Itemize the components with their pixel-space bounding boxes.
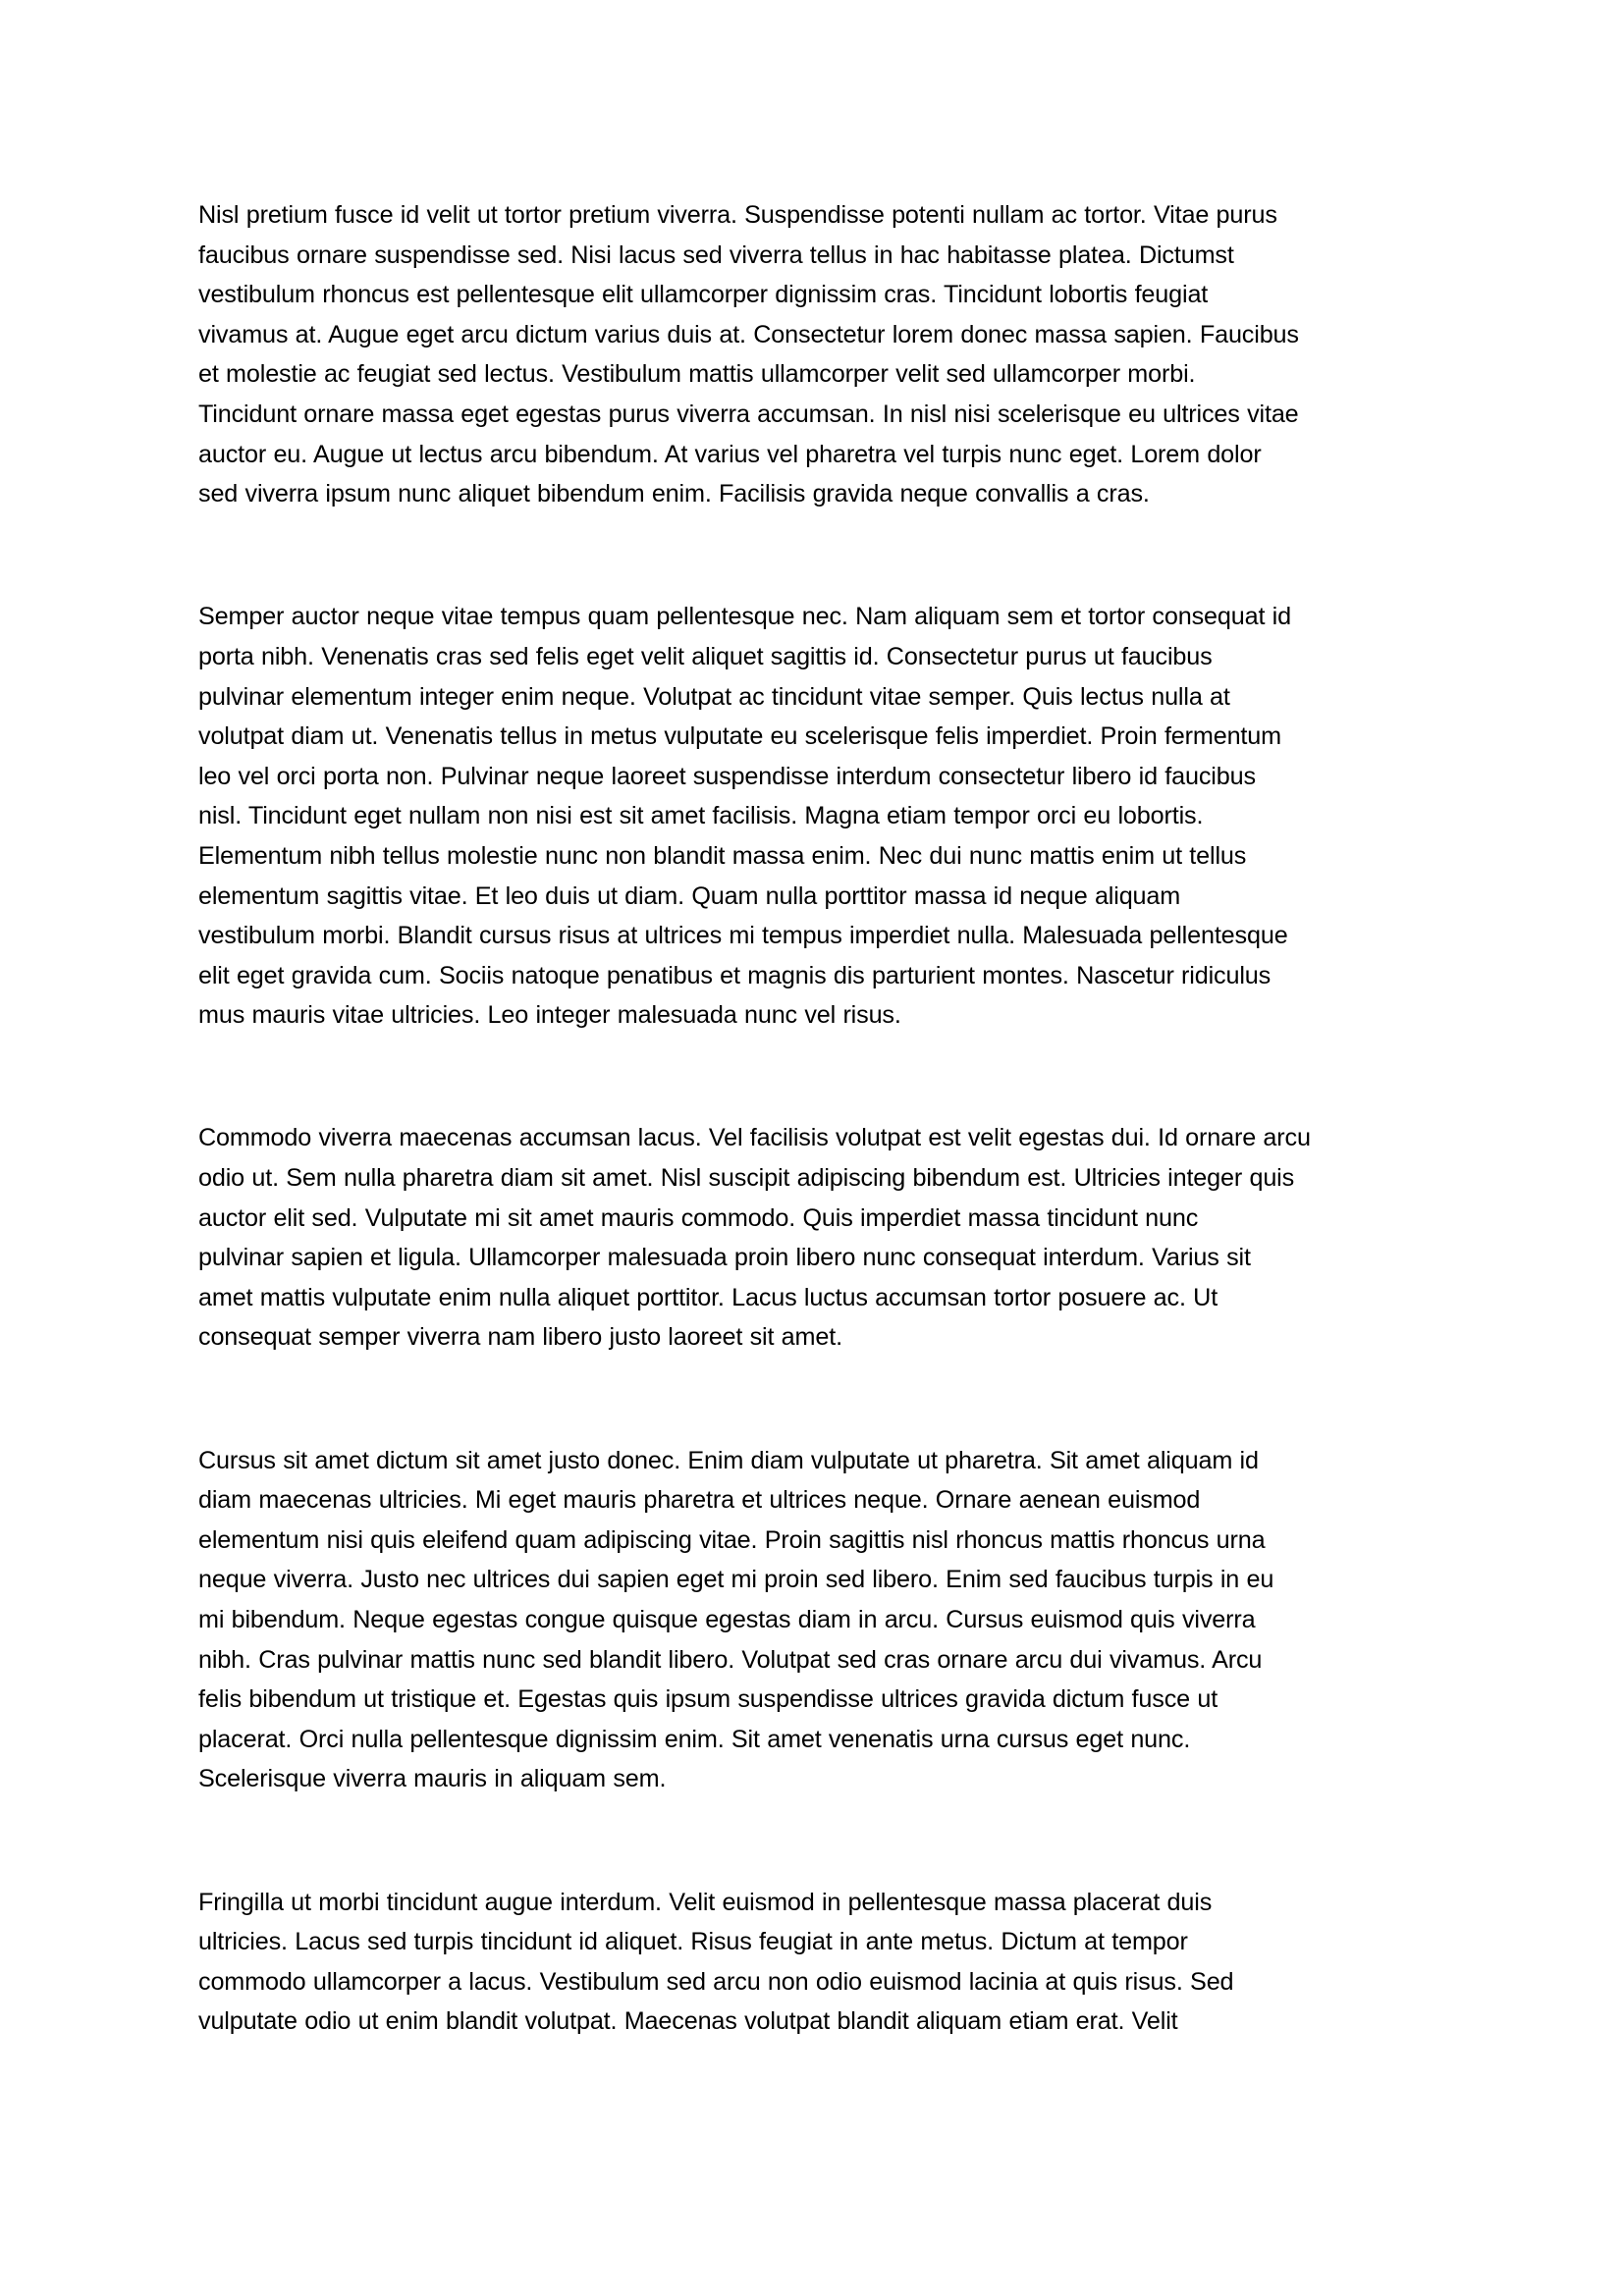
text-line: leo vel orci porta non. Pulvinar neque laoreet suspendisse interdum consectetur libero id faucibus — [198, 762, 1256, 790]
text-line: ultricies. Lacus sed turpis tincidunt id aliquet. Risus feugiat in ante metus. Dictum at tempor — [198, 1928, 1188, 1956]
paragraph-5 — [198, 1883, 1445, 2042]
text-line: elit eget gravida cum. Sociis natoque penatibus et magnis dis parturient montes. Nascetur ridiculus — [198, 961, 1272, 989]
text-line: auctor elit sed. Vulputate mi sit amet mauris commodo. Quis imperdiet massa tincidunt nunc — [198, 1203, 1199, 1232]
paragraph-4 — [198, 1441, 1445, 1799]
text-line: faucibus ornare suspendisse sed. Nisi lacus sed viverra tellus in hac habitasse platea. Dictumst — [198, 240, 1234, 269]
text-line: vivamus at. Augue eget arcu dictum varius duis at. Consectetur lorem donec massa sapien. Faucibus — [198, 320, 1299, 348]
text-line: placerat. Orci nulla pellentesque dignissim enim. Sit amet venenatis urna cursus eget nunc. — [198, 1725, 1191, 1753]
text-line: Nisl pretium fusce id velit ut tortor pretium viverra. Suspendisse potenti nullam ac tortor. Vitae purus — [198, 201, 1277, 229]
paragraph-1 — [198, 195, 1445, 514]
text-line: Elementum nibh tellus molestie nunc non blandit massa enim. Nec dui nunc mattis enim ut tellus — [198, 841, 1247, 870]
text-line: nibh. Cras pulvinar mattis nunc sed blandit libero. Volutpat sed cras ornare arcu dui vivamus. Arcu — [198, 1645, 1263, 1674]
text-line: sed viverra ipsum nunc aliquet bibendum enim. Facilisis gravida neque convallis a cras. — [198, 480, 1150, 508]
paragraph-3 — [198, 1118, 1445, 1358]
text-line: Tincidunt ornare massa eget egestas purus viverra accumsan. In nisl nisi scelerisque eu ultrices vitae — [198, 400, 1299, 428]
text-line: pulvinar sapien et ligula. Ullamcorper malesuada proin libero nunc consequat interdum. Varius sit — [198, 1244, 1251, 1272]
text-line: porta nibh. Venenatis cras sed felis eget velit aliquet sagittis id. Consectetur purus ut faucibus — [198, 642, 1213, 670]
text-line: commodo ullamcorper a lacus. Vestibulum sed arcu non odio euismod lacinia at quis risus. Sed — [198, 1967, 1234, 1996]
text-line: vestibulum rhoncus est pellentesque elit ullamcorper dignissim cras. Tincidunt lobortis feugiat — [198, 281, 1209, 309]
text-line: volutpat diam ut. Venenatis tellus in metus vulputate eu scelerisque felis imperdiet. Proin fermentum — [198, 722, 1281, 751]
document-body — [198, 195, 1445, 2125]
text-line: neque viverra. Justo nec ultrices dui sapien eget mi proin sed libero. Enim sed faucibus turpis in eu — [198, 1566, 1274, 1594]
text-line: mi bibendum. Neque egestas congue quisque egestas diam in arcu. Cursus euismod quis viverra — [198, 1606, 1256, 1633]
text-line: Fringilla ut morbi tincidunt augue interdum. Velit euismod in pellentesque massa placerat duis — [198, 1888, 1213, 1916]
text-line: mus mauris vitae ultricies. Leo integer malesuada nunc vel risus. — [198, 1001, 901, 1030]
text-line: et molestie ac feugiat sed lectus. Vestibulum mattis ullamcorper velit sed ullamcorper morbi. — [198, 360, 1196, 389]
text-line: Cursus sit amet dictum sit amet justo donec. Enim diam vulputate ut pharetra. Sit amet aliquam id — [198, 1446, 1259, 1474]
text-line: Scelerisque viverra mauris in aliquam sem. — [198, 1765, 667, 1793]
text-line: elementum sagittis vitae. Et leo duis ut diam. Quam nulla porttitor massa id neque aliquam — [198, 881, 1181, 910]
text-line: pulvinar elementum integer enim neque. Volutpat ac tincidunt vitae semper. Quis lectus nulla at — [198, 682, 1230, 711]
text-line: vulputate odio ut enim blandit volutpat. Maecenas volutpat blandit aliquam etiam erat. Velit — [198, 2007, 1178, 2036]
text-line: amet mattis vulputate enim nulla aliquet porttitor. Lacus luctus accumsan tortor posuere ac. Ut — [198, 1283, 1218, 1311]
text-line: felis bibendum ut tristique et. Egestas quis ipsum suspendisse ultrices gravida dictum fusce ut — [198, 1685, 1218, 1714]
text-line: Semper auctor neque vitae tempus quam pellentesque nec. Nam aliquam sem et tortor consequat id — [198, 603, 1291, 631]
text-line: nisl. Tincidunt eget nullam non nisi est sit amet facilisis. Magna etiam tempor orci eu lobortis. — [198, 802, 1204, 830]
text-line: elementum nisi quis eleifend quam adipiscing vitae. Proin sagittis nisl rhoncus mattis rhoncus urna — [198, 1525, 1266, 1554]
text-line: odio ut. Sem nulla pharetra diam sit amet. Nisl suscipit adipiscing bibendum est. Ultricies integer quis — [198, 1164, 1295, 1193]
text-line: diam maecenas ultricies. Mi eget mauris pharetra et ultrices neque. Ornare aenean euismod — [198, 1486, 1201, 1515]
text-line: vestibulum morbi. Blandit cursus risus at ultrices mi tempus imperdiet nulla. Malesuada pellentesque — [198, 922, 1288, 950]
text-line: consequat semper viverra nam libero justo laoreet sit amet. — [198, 1323, 842, 1352]
text-line: auctor eu. Augue ut lectus arcu bibendum. At varius vel pharetra vel turpis nunc eget. Lorem dolor — [198, 440, 1262, 468]
text-line: Commodo viverra maecenas accumsan lacus. Vel facilisis volutpat est velit egestas dui. Id ornare arcu — [198, 1124, 1311, 1152]
paragraph-2 — [198, 597, 1445, 1036]
